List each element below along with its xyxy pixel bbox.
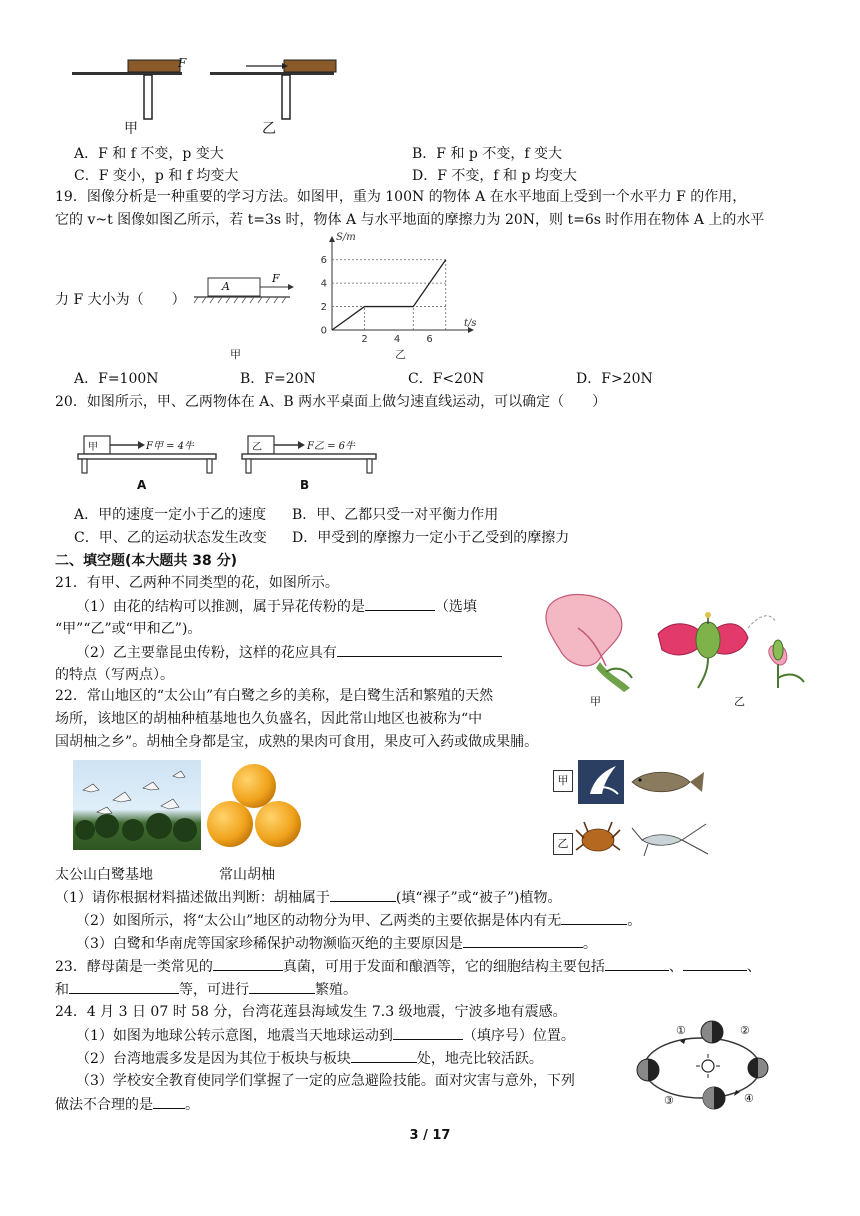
q18-fig-label-yi: 乙 bbox=[262, 121, 276, 137]
series-line bbox=[332, 260, 446, 330]
q19-caption-yi: 乙 bbox=[395, 348, 406, 361]
q20-fig-a-block: 甲 bbox=[88, 442, 98, 453]
x-tick-label: 2 bbox=[361, 334, 368, 345]
q19-option-b: B．F=20N bbox=[240, 371, 316, 387]
q20-fig-a-force: F甲 = 4牛 bbox=[146, 441, 195, 452]
q24-sub3: （3）学校安全教育使同学们掌握了一定的应急避险技能。面对灾害与意外，下列 bbox=[76, 1073, 575, 1089]
q21-flower-figure bbox=[538, 588, 838, 704]
q20-fig-a-label: A bbox=[137, 478, 147, 492]
orbit-label-4: ④ bbox=[744, 1092, 754, 1105]
q21-flower-jia bbox=[546, 595, 632, 692]
q18-fig-label-jia: 甲 bbox=[124, 121, 138, 137]
shrimp-image bbox=[632, 824, 708, 856]
earth-position-right bbox=[748, 1058, 768, 1078]
crab-image bbox=[576, 822, 620, 851]
q23-line2: 和 等，可进行 繁殖。 bbox=[55, 979, 357, 1000]
q20-option-a: A．甲的速度一定小于乙的速度 bbox=[74, 507, 267, 523]
q24-sub2: （2）台湾地震多发是因为其位于板块与板块 处，地壳比较活跃。 bbox=[76, 1048, 543, 1069]
y-tick-label: 6 bbox=[320, 255, 327, 267]
q21-fig-label-yi: 乙 bbox=[734, 695, 745, 708]
q18-figure bbox=[60, 48, 360, 140]
q18-option-a: A．F 和 f 不变，p 变大 bbox=[74, 146, 224, 162]
earth-position-top bbox=[701, 1021, 723, 1043]
q19-option-c: C．F<20N bbox=[408, 371, 485, 387]
y-tick-label: 0 bbox=[320, 325, 327, 337]
q18-option-d: D．F 不变，f 和 p 均变大 bbox=[412, 168, 577, 184]
q20-stem: 20．如图所示，甲、乙两物体在 A、B 两水平桌面上做匀速直线运动，可以确定（ ） bbox=[55, 394, 607, 410]
q24-sub3-cont: 做法不合理的是 。 bbox=[55, 1094, 199, 1115]
q22-caption-pomelo: 常山胡柚 bbox=[219, 867, 275, 883]
q22-box-yi: 乙 bbox=[553, 833, 573, 855]
q18-force-label: F bbox=[178, 56, 187, 70]
q19-block-label: A bbox=[222, 280, 230, 293]
q21-sub1: （1）由花的结构可以推测，属于异花传粉的是 （选填 bbox=[76, 596, 477, 617]
orbit-label-1: ① bbox=[676, 1024, 686, 1037]
q21-sub2-cont: 的特点（写两点）。 bbox=[55, 667, 174, 683]
q20-fig-b-label: B bbox=[300, 478, 310, 492]
x-axis-label: t/s bbox=[464, 318, 477, 329]
orbit-label-3: ③ bbox=[664, 1094, 674, 1107]
q22-stem-line3: 国胡柚之乡”。胡柚全身都是宝，成熟的果肉可食用，果皮可入药或做成果脯。 bbox=[55, 734, 539, 750]
q20-option-b: B．甲、乙都只受一对平衡力作用 bbox=[292, 507, 499, 523]
q19-chart bbox=[312, 232, 482, 361]
q21-stem: 21．有甲、乙两种不同类型的花，如图所示。 bbox=[55, 575, 339, 591]
q22-sub2: （2）如图所示，将“太公山”地区的动物分为甲、乙两类的主要依据是体内有无 。 bbox=[76, 910, 641, 931]
q19-caption-jia: 甲 bbox=[230, 348, 241, 361]
sun-icon bbox=[696, 1054, 720, 1078]
q19-fig-jia bbox=[190, 272, 300, 317]
y-axis-label: S/m bbox=[336, 232, 356, 243]
q19-option-d: D．F>20N bbox=[576, 371, 653, 387]
q19-stem-line3: 力 F 大小为（ ） bbox=[55, 292, 186, 308]
earth-position-bottom bbox=[703, 1087, 725, 1109]
q23-line1: 23．酵母菌是一类常见的 真菌，可用于发面和酿酒等，它的细胞结构主要包括 、 、 bbox=[55, 956, 761, 977]
q22-animal-figure bbox=[578, 758, 718, 868]
q21-fig-label-jia: 甲 bbox=[590, 695, 601, 708]
q20-fig-b-force: F乙 = 6牛 bbox=[307, 441, 356, 452]
q22-stem-line2: 场所，该地区的胡柚种植基地也久负盛名，因此常山地区也被称为“中 bbox=[55, 711, 483, 727]
orbit-label-2: ② bbox=[740, 1024, 750, 1037]
q21-sub1-cont: “甲”“乙”或“甲和乙”)。 bbox=[55, 621, 202, 637]
q18-option-c: C．F 变小，p 和 f 均变大 bbox=[74, 168, 239, 184]
earth-position-left bbox=[637, 1059, 659, 1081]
q21-flower-yi bbox=[658, 612, 804, 688]
q18-option-b: B．F 和 p 不变，f 变大 bbox=[412, 146, 562, 162]
q18-fig-jia bbox=[72, 60, 182, 119]
egret-photo bbox=[73, 760, 201, 850]
q24-stem: 24．4 月 3 日 07 时 58 分，台湾花莲县海域发生 7.3 级地震，宁波多地有震感。 bbox=[55, 1004, 567, 1020]
q22-caption-egret: 太公山白鹭基地 bbox=[55, 867, 153, 883]
q22-stem-line1: 22．常山地区的“太公山”有白鹭之乡的美称，是白鹭生活和繁殖的天然 bbox=[55, 688, 494, 704]
q19-stem-line2: 它的 v~t 图像如图乙所示，若 t=3s 时，物体 A 与水平地面的摩擦力为 20N，则 t=6s 时作用在物体 A 上的水平 bbox=[55, 212, 765, 228]
q22-sub1: （1）请你根据材料描述做出判断：胡柚属于 (填“裸子”或“被子”)植物。 bbox=[55, 887, 561, 908]
q18-fig-yi bbox=[210, 60, 336, 119]
y-tick-label: 4 bbox=[320, 278, 327, 290]
pomelo-photo bbox=[204, 762, 304, 852]
carp-image bbox=[632, 772, 704, 792]
x-tick-label: 4 bbox=[393, 334, 401, 345]
q20-option-c: C．甲、乙的运动状态发生改变 bbox=[74, 530, 267, 546]
q24-sub1: （1）如图为地球公转示意图，地震当天地球运动到 （填序号）位置。 bbox=[76, 1025, 575, 1046]
egret-image bbox=[578, 760, 624, 804]
q19-stem-line1: 19．图像分析是一种重要的学习方法。如图甲，重为 100N 的物体 A 在水平地面上受到一个水平力 F 的作用， bbox=[55, 189, 747, 205]
q21-sub2: （2）乙主要靠昆虫传粉，这样的花应具有 bbox=[76, 642, 502, 663]
q22-box-jia: 甲 bbox=[553, 770, 573, 792]
y-axis-arrow bbox=[329, 236, 335, 242]
q20-fig-b-block: 乙 bbox=[252, 442, 262, 453]
section-title: 二、填空题(本大题共 38 分) bbox=[55, 553, 238, 569]
q19-option-a: A．F=100N bbox=[74, 371, 159, 387]
q20-option-d: D．甲受到的摩擦力一定小于乙受到的摩擦力 bbox=[292, 530, 570, 546]
x-tick-label: 6 bbox=[426, 334, 433, 345]
q19-force-label: F bbox=[272, 272, 280, 285]
page-number: 3 / 17 bbox=[409, 1128, 451, 1143]
q22-sub3: （3）白鹭和华南虎等国家珍稀保护动物濒临灭绝的主要原因是 。 bbox=[76, 933, 597, 954]
y-tick-label: 2 bbox=[320, 302, 327, 314]
